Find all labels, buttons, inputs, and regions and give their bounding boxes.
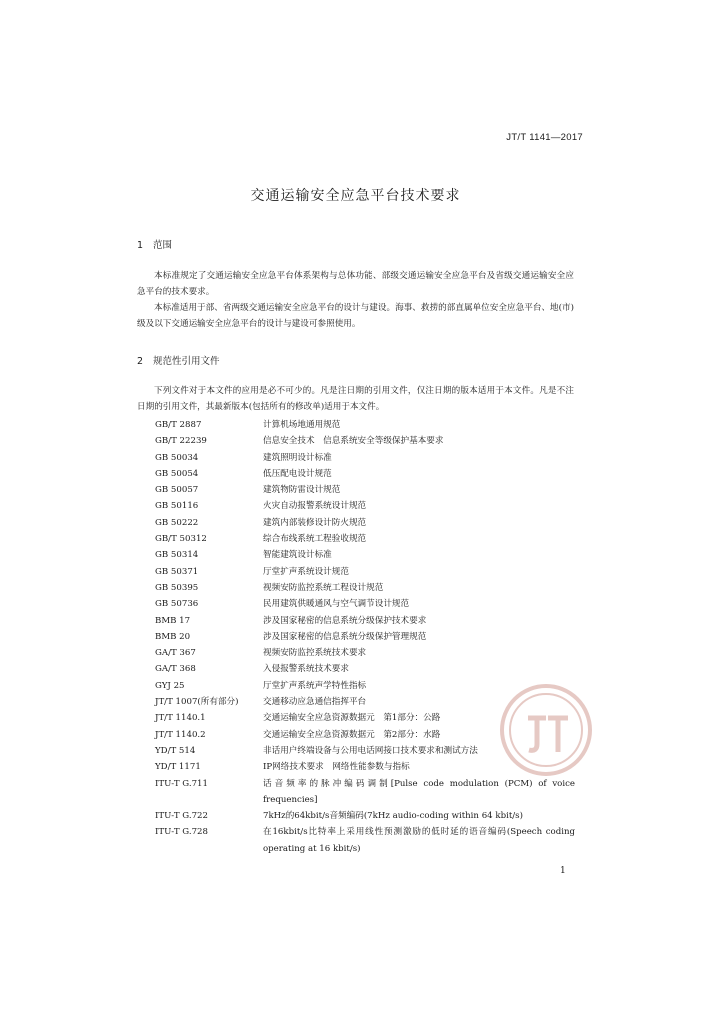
section-heading-scope xyxy=(137,237,172,251)
section-title: 规范性引用文件 xyxy=(153,356,220,367)
reference-title: 厅堂扩声系统声学特性指标 xyxy=(263,680,367,691)
reference-code: YD/T 1171 xyxy=(155,762,201,773)
reference-item xyxy=(155,661,575,677)
reference-title: 交通运输安全应急资源数据元 第2部分：水路 xyxy=(263,729,441,740)
reference-code: GB/T 2887 xyxy=(155,420,202,430)
reference-list xyxy=(155,417,575,857)
reference-title: 非话用户终端设备与公用电话网接口技术要求和测试方法 xyxy=(263,745,478,756)
reference-title: 综合布线系统工程验收规范 xyxy=(263,534,367,545)
reference-title: 信息安全技术 信息系统安全等级保护基本要求 xyxy=(263,436,444,447)
reference-title: 火灾自动报警系统设计规范 xyxy=(263,501,367,512)
reference-code: GA/T 367 xyxy=(155,648,196,659)
reference-title: 7kHz的64kbit/s音频编码(7kHz audio-coding within 64 kbit/s) xyxy=(263,811,523,822)
reference-code: JT/T 1140.2 xyxy=(155,729,206,740)
reference-item xyxy=(155,629,575,645)
reference-item xyxy=(155,564,575,580)
reference-code: GB/T 22239 xyxy=(155,436,207,447)
reference-code: GB 50314 xyxy=(155,550,199,561)
section-title: 范围 xyxy=(153,240,173,251)
reference-item xyxy=(155,547,575,563)
reference-item xyxy=(155,645,575,661)
reference-code: GB 50054 xyxy=(155,468,199,479)
reference-code: GB 50116 xyxy=(155,501,199,512)
references-intro-paragraph: 下列文件对于本文件的应用是必不可少的。凡是注日期的引用文件，仅注日期的版本适用于本文件。凡是不注日期的引用文件，其最新版本(包括所有的修改单)适用于本文件。 xyxy=(137,386,574,412)
reference-code: ITU-T G.728 xyxy=(155,827,208,838)
scope-paragraph: 本标准规定了交通运输安全应急平台体系架构与总体功能、部级交通运输安全应急平台及省级交通运输安全应急平台的技术要求。 xyxy=(137,271,574,297)
scope-paragraph: 本标准适用于部、省两级交通运输安全应急平台的设计与建设。海事、救捞的部直属单位安全应急平台、地(市)级及以下交通运输安全应急平台的设计与建设可参照使用。 xyxy=(137,303,574,329)
section-number: 1 xyxy=(137,240,144,251)
reference-item xyxy=(155,613,575,629)
reference-code: GB 50222 xyxy=(155,517,199,528)
reference-code: GB 50034 xyxy=(155,452,199,463)
reference-item xyxy=(155,498,575,514)
reference-code: GB 50736 xyxy=(155,599,199,610)
reference-code: JT/T 1007(所有部分) xyxy=(155,697,239,708)
reference-code: GB/T 50312 xyxy=(155,534,207,545)
reference-title: 建筑物防雷设计规范 xyxy=(263,485,341,496)
reference-title: 建筑内部装修设计防火规范 xyxy=(263,517,367,528)
reference-item xyxy=(155,580,575,596)
reference-title: 建筑照明设计标准 xyxy=(263,452,332,463)
section-number: 2 xyxy=(137,356,144,367)
reference-title: 计算机场地通用规范 xyxy=(263,420,341,430)
reference-title: 涉及国家秘密的信息系统分级保护管理规范 xyxy=(263,631,427,642)
reference-title: 交通移动应急通信指挥平台 xyxy=(263,697,367,708)
reference-item xyxy=(155,776,575,809)
reference-code: BMB 20 xyxy=(155,631,191,642)
reference-title: 厅堂扩声系统设计规范 xyxy=(263,566,349,577)
reference-title: 智能建筑设计标准 xyxy=(263,550,332,561)
reference-code: BMB 17 xyxy=(155,615,191,626)
reference-item xyxy=(155,450,575,466)
jt-logo-watermark xyxy=(498,682,594,778)
reference-item xyxy=(155,417,575,433)
reference-code: GB 50371 xyxy=(155,566,199,577)
reference-item xyxy=(155,482,575,498)
reference-code: ITU-T G.722 xyxy=(155,811,208,822)
reference-title: 话音频率的脉冲编码调制[Pulse code modulation (PCM) of voice frequencies] xyxy=(263,778,575,805)
reference-title: 涉及国家秘密的信息系统分级保护技术要求 xyxy=(263,615,427,626)
reference-title: 视频安防监控系统技术要求 xyxy=(263,648,367,659)
section-heading-normative-references xyxy=(137,353,220,367)
reference-item xyxy=(155,515,575,531)
reference-item xyxy=(155,466,575,482)
reference-item xyxy=(155,433,575,449)
document-title: 交通运输安全应急平台技术要求 xyxy=(250,188,461,204)
reference-title: IP网络技术要求 网络性能参数与指标 xyxy=(263,762,410,773)
reference-title: 入侵报警系统技术要求 xyxy=(263,664,349,675)
reference-title: 民用建筑供暖通风与空气调节设计规范 xyxy=(263,599,410,610)
reference-item xyxy=(155,596,575,612)
reference-code: GYJ 25 xyxy=(155,680,185,691)
reference-title: 视频安防监控系统工程设计规范 xyxy=(263,582,384,593)
reference-code: YD/T 514 xyxy=(155,745,196,756)
reference-item xyxy=(155,824,575,857)
reference-title: 在16kbit/s比特率上采用线性预测激励的低时延的语音编码(Speech coding operating at 16 kbit/s) xyxy=(263,827,575,854)
reference-title: 低压配电设计规范 xyxy=(263,468,332,479)
standard-code: JT/T 1141—2017 xyxy=(506,132,583,143)
reference-title: 交通运输安全应急资源数据元 第1部分：公路 xyxy=(263,713,441,724)
page-number: 1 xyxy=(560,866,566,876)
reference-item xyxy=(155,531,575,547)
reference-code: GA/T 368 xyxy=(155,664,196,675)
reference-code: JT/T 1140.1 xyxy=(155,713,206,724)
reference-code: GB 50057 xyxy=(155,485,199,496)
reference-code: GB 50395 xyxy=(155,582,199,593)
reference-code: ITU-T G.711 xyxy=(155,778,208,789)
reference-item xyxy=(155,808,575,824)
